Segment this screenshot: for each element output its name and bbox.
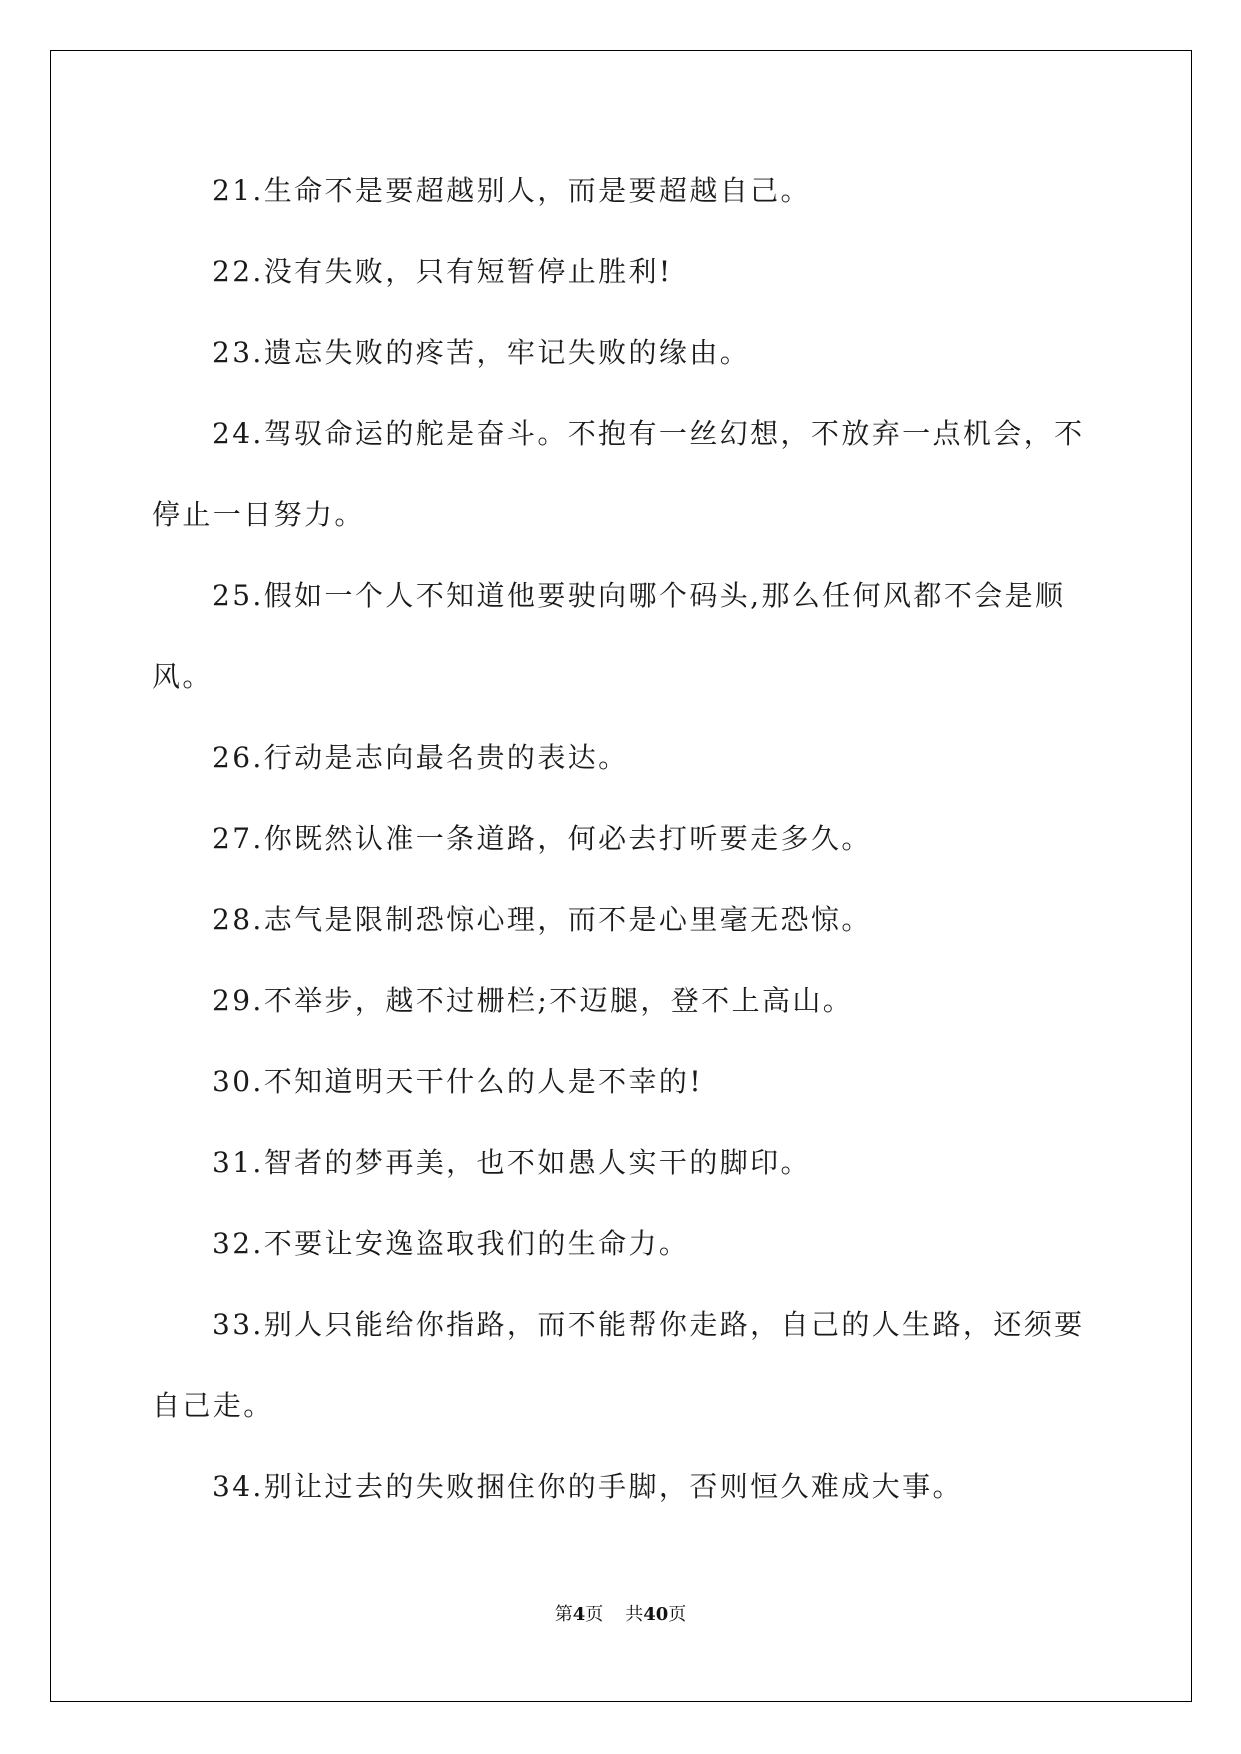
- document-body: [152, 150, 1092, 1527]
- total-suffix: 页: [668, 1604, 687, 1625]
- paragraph: 31.智者的梦再美，也不如愚人实干的脚印。: [212, 1146, 811, 1179]
- paragraph: 28.志气是限制恐惊心理，而不是心里毫无恐惊。: [212, 903, 872, 936]
- paragraph: 34.别让过去的失败捆住你的手脚，否则恒久难成大事。: [212, 1470, 963, 1503]
- total-prefix: 共: [625, 1604, 644, 1625]
- paragraph: 21.生命不是要超越别人，而是要超越自己。: [212, 174, 811, 207]
- paragraph: 32.不要让安逸盗取我们的生命力。: [212, 1227, 690, 1260]
- paragraph: 23.遗忘失败的疼苦，牢记失败的缘由。: [212, 336, 751, 369]
- paragraph: 29.不举步，越不过栅栏;不迈腿，登不上高山。: [212, 984, 854, 1017]
- page-suffix: 页: [585, 1604, 604, 1625]
- page-prefix: 第: [554, 1604, 573, 1625]
- paragraph: 33.别人只能给你指路，而不能帮你走路，自己的人生路，还须要自己走。: [152, 1308, 1085, 1422]
- paragraph: 22.没有失败，只有短暂停止胜利!: [212, 255, 673, 288]
- total-pages: 40: [643, 1604, 669, 1625]
- paragraph: 27.你既然认准一条道路，何必去打听要走多久。: [212, 822, 872, 855]
- paragraph: 24.驾驭命运的舵是奋斗。不抱有一丝幻想，不放弃一点机会，不停止一日努力。: [152, 417, 1085, 531]
- paragraph: 26.行动是志向最名贵的表达。: [212, 741, 629, 774]
- paragraph: 25.假如一个人不知道他要驶向哪个码头,那么任何风都不会是顺风。: [152, 579, 1066, 693]
- page-number: 4: [572, 1604, 586, 1625]
- paragraph: 30.不知道明天干什么的人是不幸的!: [212, 1065, 703, 1098]
- page-footer: [0, 1603, 1241, 1627]
